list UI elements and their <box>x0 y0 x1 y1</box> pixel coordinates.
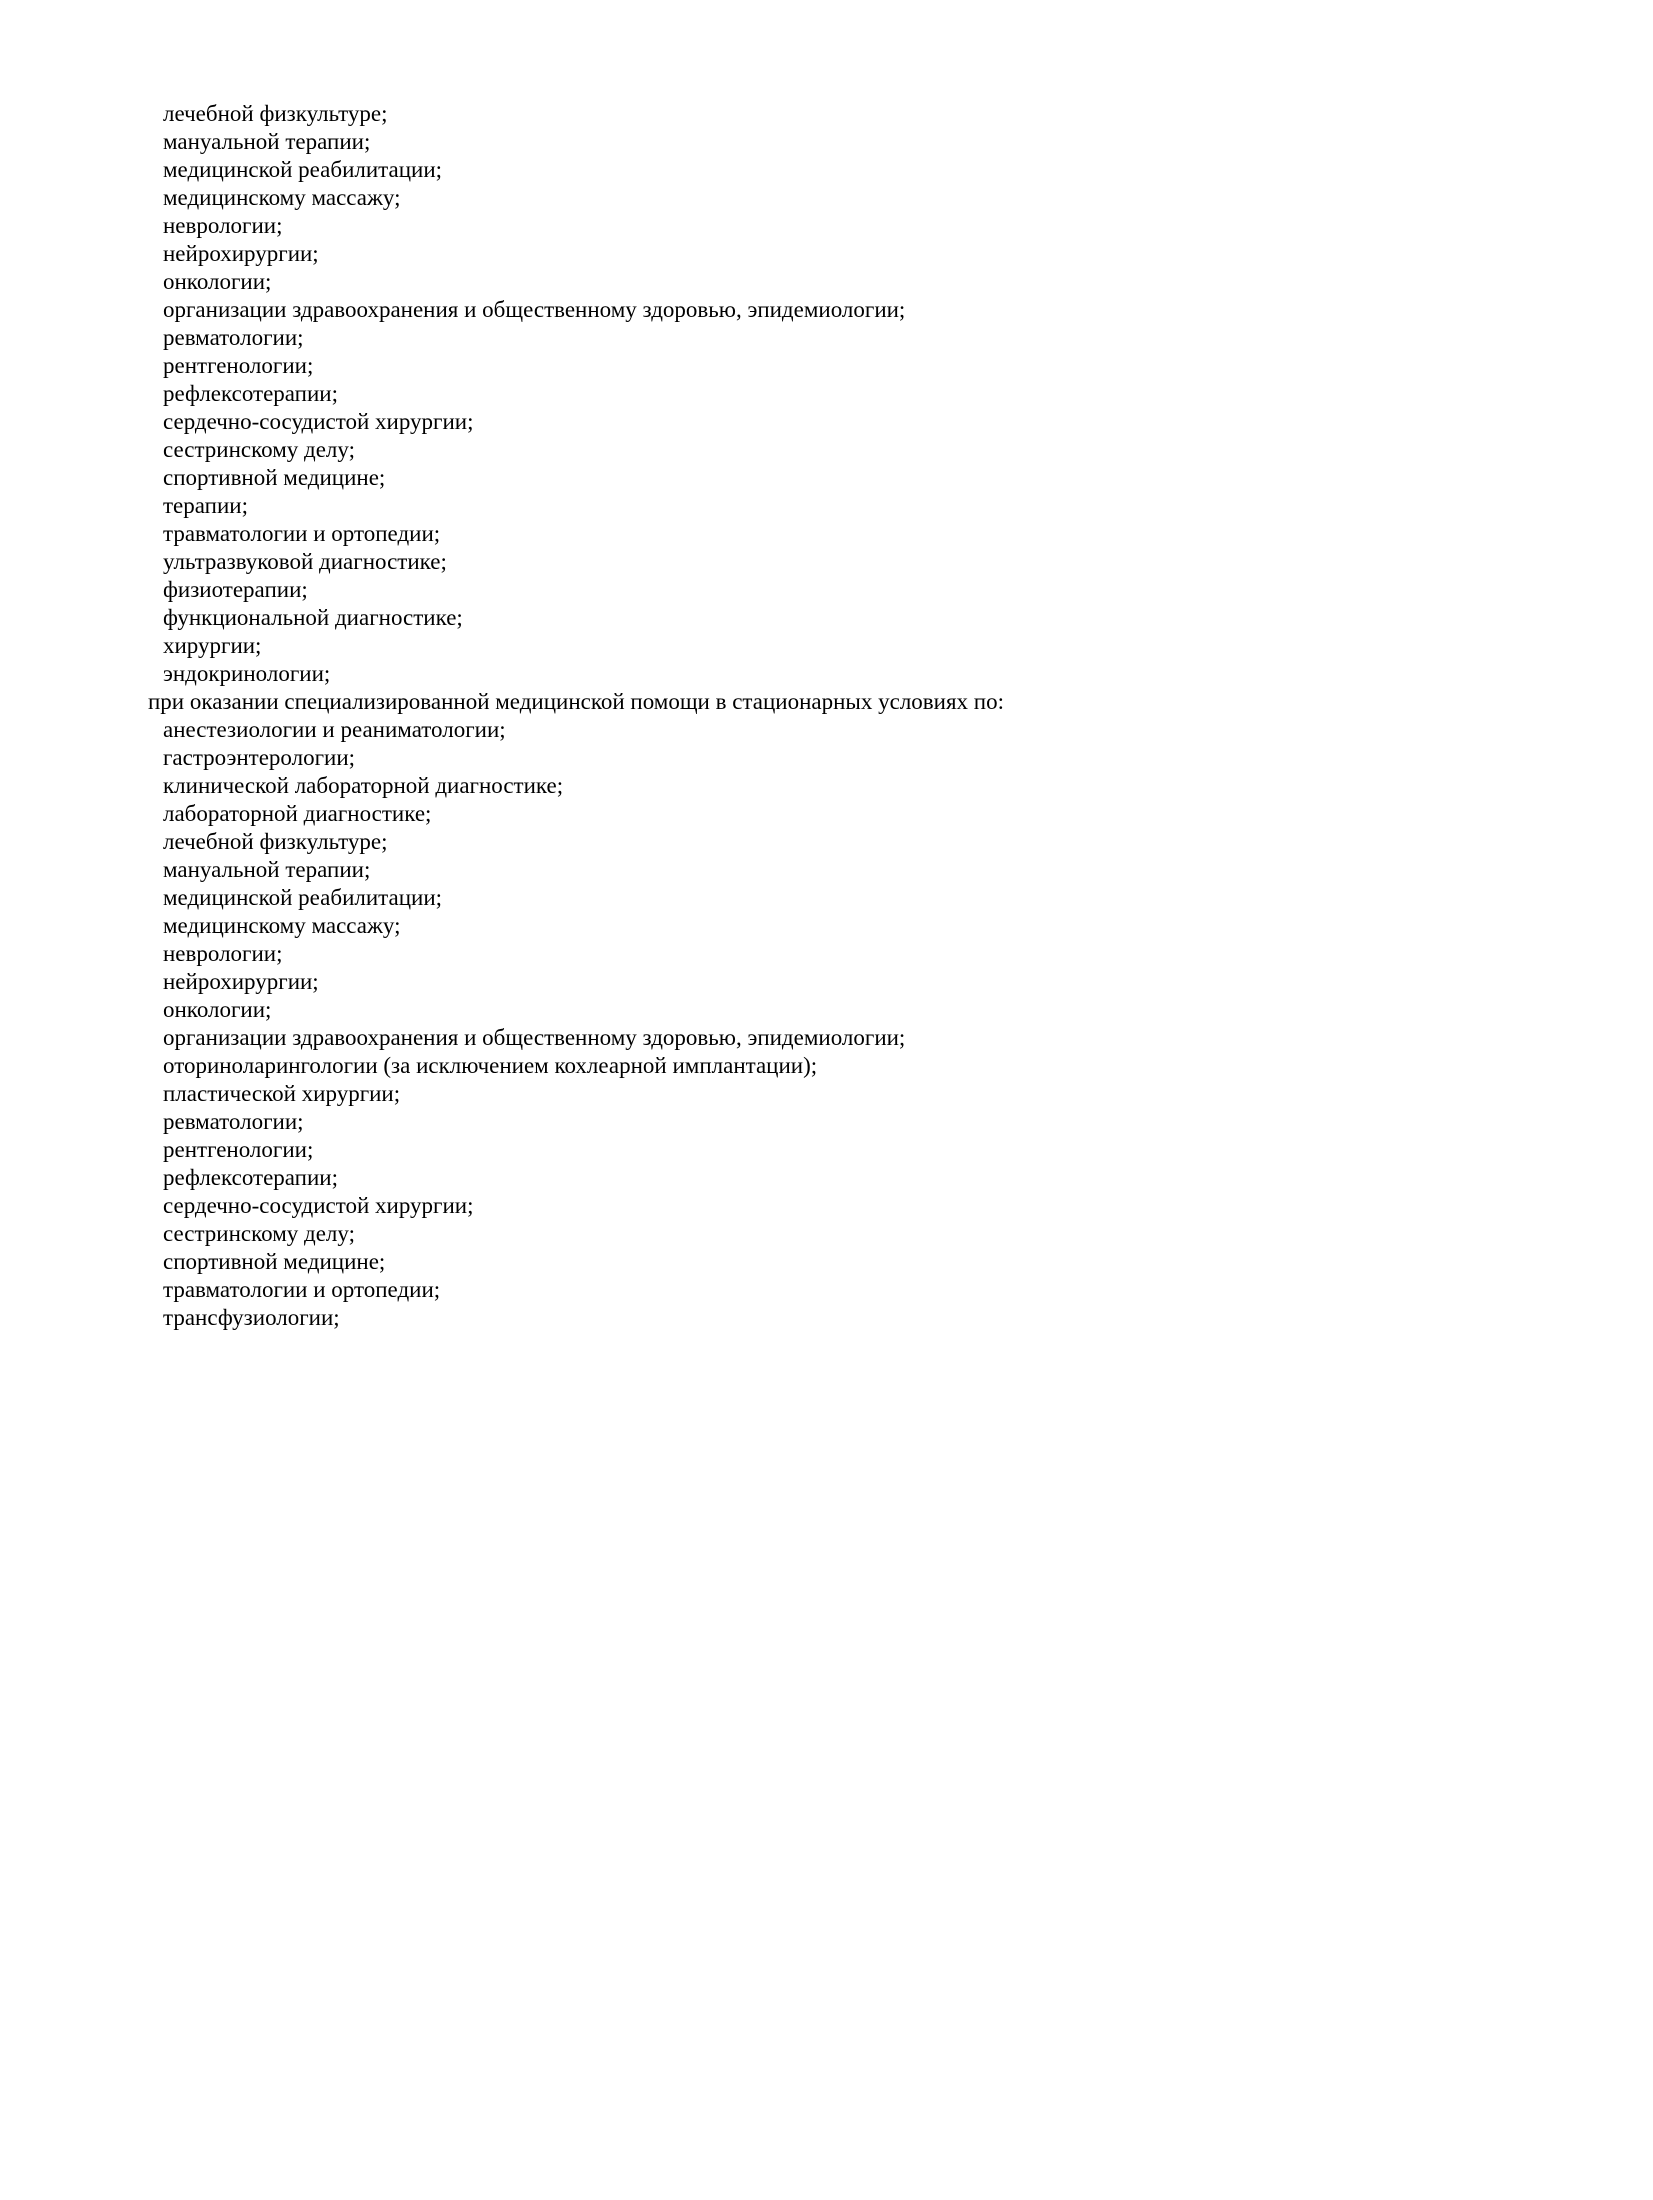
document-line: организации здравоохранения и общественному здоровью, эпидемиологии; <box>163 297 906 322</box>
document-line: спортивной медицине; <box>163 465 386 490</box>
document-line: терапии; <box>163 493 248 518</box>
document-line: гастроэнтерологии; <box>163 745 356 770</box>
document-line: организации здравоохранения и общественному здоровью, эпидемиологии; <box>163 1025 906 1050</box>
document-line: анестезиологии и реаниматологии; <box>163 717 506 742</box>
document-line: при оказании специализированной медицинской помощи в стационарных условиях по: <box>148 689 1004 714</box>
document-line: травматологии и ортопедии; <box>163 521 441 546</box>
document-line: ревматологии; <box>163 1109 304 1134</box>
document-line: хирургии; <box>163 633 262 658</box>
document-line: медицинскому массажу; <box>163 185 401 210</box>
document-line: клинической лабораторной диагностике; <box>163 773 564 798</box>
document-line: медицинскому массажу; <box>163 913 401 938</box>
document-line: эндокринологии; <box>163 661 331 686</box>
document-line: рефлексотерапии; <box>163 1165 338 1190</box>
document-line: рефлексотерапии; <box>163 381 338 406</box>
document-line: ультразвуковой диагностике; <box>163 549 447 574</box>
document-line: сердечно-сосудистой хирургии; <box>163 409 474 434</box>
document-line: функциональной диагностике; <box>163 605 463 630</box>
document-line: физиотерапии; <box>163 577 308 602</box>
document-line: медицинской реабилитации; <box>163 157 443 182</box>
document-line: лечебной физкультуре; <box>163 829 388 854</box>
document-line: сестринскому делу; <box>163 437 355 462</box>
document-line: медицинской реабилитации; <box>163 885 443 910</box>
document-line: сердечно-сосудистой хирургии; <box>163 1193 474 1218</box>
document-line: неврологии; <box>163 213 283 238</box>
document-line: лечебной физкультуре; <box>163 101 388 126</box>
document-text-block <box>0 100 1653 1332</box>
document-line: спортивной медицине; <box>163 1249 386 1274</box>
document-line: нейрохирургии; <box>163 241 319 266</box>
document-line: рентгенологии; <box>163 1137 314 1162</box>
document-line: трансфузиологии; <box>163 1305 340 1330</box>
document-line: онкологии; <box>163 269 272 294</box>
document-line: ревматологии; <box>163 325 304 350</box>
document-line: онкологии; <box>163 997 272 1022</box>
document-line: травматологии и ортопедии; <box>163 1277 441 1302</box>
document-line: рентгенологии; <box>163 353 314 378</box>
document-line: лабораторной диагностике; <box>163 801 432 826</box>
document-line: мануальной терапии; <box>163 857 371 882</box>
document-line: сестринскому делу; <box>163 1221 355 1246</box>
document-line: мануальной терапии; <box>163 129 371 154</box>
document-line: неврологии; <box>163 941 283 966</box>
document-line: пластической хирургии; <box>163 1081 401 1106</box>
document-line: оториноларингологии (за исключением кохлеарной имплантации); <box>163 1053 818 1078</box>
document-line: нейрохирургии; <box>163 969 319 994</box>
